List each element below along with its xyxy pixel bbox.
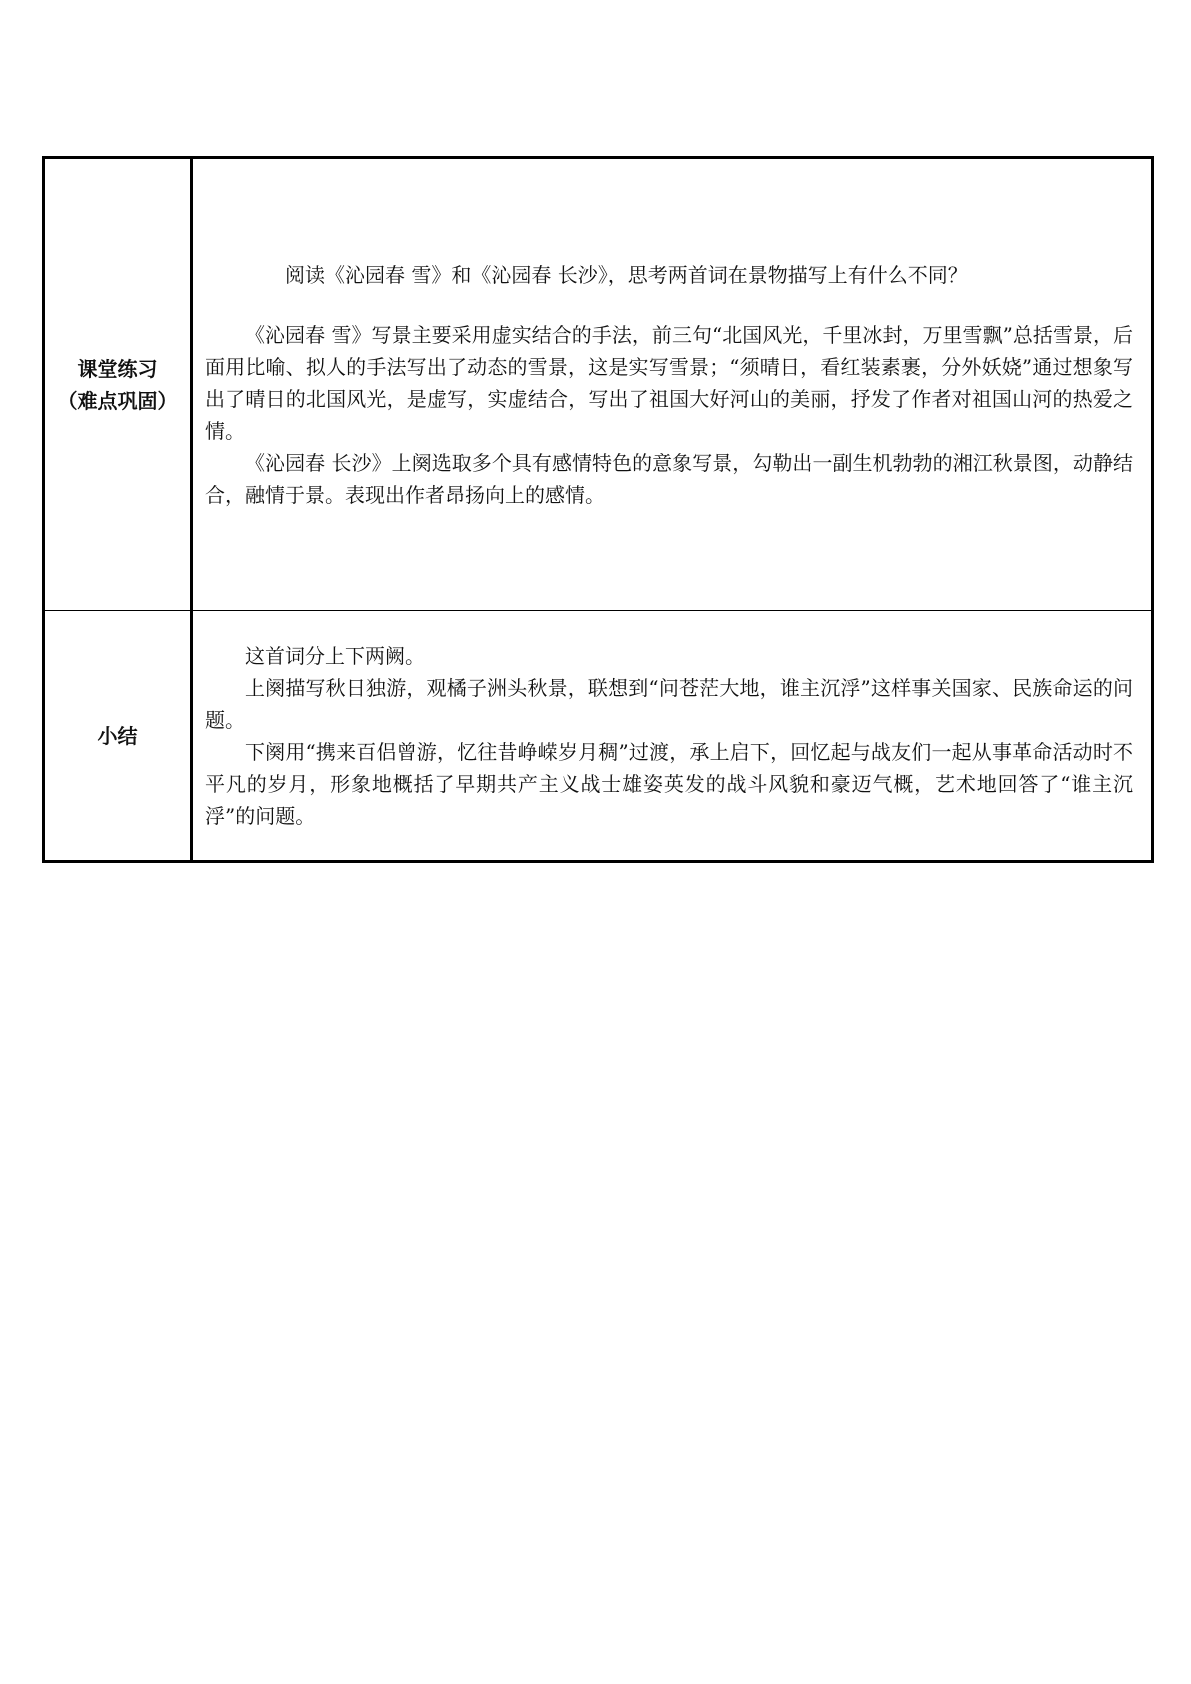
- practice-answer-1: 《沁园春 雪》写景主要采用虚实结合的手法，前三句“北国风光，千里冰封，万里雪飘”总括雪景，后面用比喻、拟人的手法写出了动态的雪景，这是实写雪景；“须晴日，看红装素裹，分外妖娆”通过想象写出了晴日的北国风光，是虚写，实虚结合，写出了祖国大好河山的美丽，抒发了作者对祖国山河的热爱之情。: [205, 322, 1133, 443]
- lesson-table: [42, 156, 1154, 863]
- summary-content-cell: [192, 611, 1153, 862]
- practice-question: 阅读《沁园春 雪》和《沁园春 长沙》，思考两首词在景物描写上有什么不同？: [285, 262, 968, 287]
- summary-line-3: 下阕用“携来百侣曾游，忆往昔峥嵘岁月稠”过渡，承上启下，回忆起与战友们一起从事革命活动时不平凡的岁月，形象地概括了早期共产主义战士雄姿英发的战斗风貌和豪迈气概，艺术地回答了“谁主沉浮”的问题。: [205, 739, 1133, 828]
- summary-row: [44, 611, 1153, 862]
- practice-answer-2: 《沁园春 长沙》上阕选取多个具有感情特色的意象写景，勾勒出一副生机勃勃的湘江秋景图，动静结合，融情于景。表现出作者昂扬向上的感情。: [205, 450, 1133, 507]
- summary-line-2: 上阕描写秋日独游，观橘子洲头秋景，联想到“问苍茫大地，谁主沉浮”这样事关国家、民族命运的问题。: [205, 675, 1133, 732]
- practice-sublabel: （难点巩固）: [57, 388, 178, 413]
- practice-label: 课堂练习: [77, 356, 158, 381]
- summary-line-1: 这首词分上下两阙。: [245, 643, 425, 668]
- practice-content-cell: [192, 158, 1153, 611]
- summary-label: 小结: [97, 723, 138, 748]
- summary-label-cell: [44, 611, 192, 862]
- practice-content: [205, 259, 1133, 511]
- practice-row: [44, 158, 1153, 611]
- practice-label-cell: [44, 158, 192, 611]
